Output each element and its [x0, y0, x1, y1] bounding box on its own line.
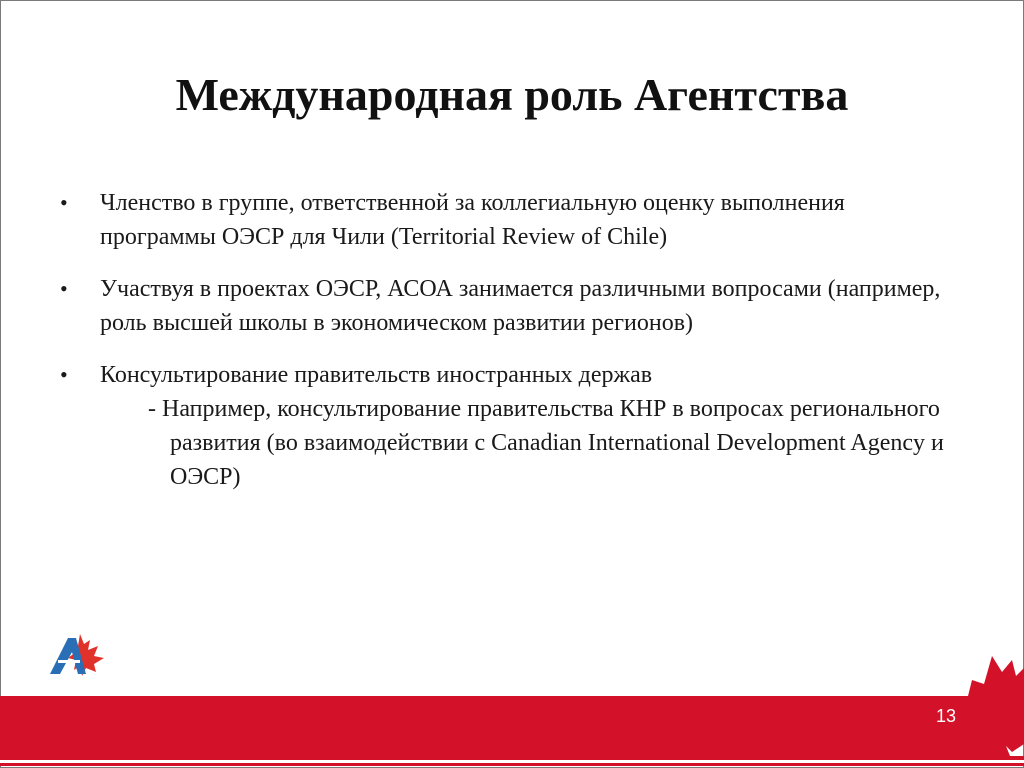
sub-bullet-text: - Например, консультирование правительства КНР в вопросах регионального развития (во взаимодействии с Canadian International Development Agency и ОЭСР): [148, 396, 944, 490]
bullet-text: Участвуя в проектах ОЭСР, АСОА занимается различными вопросами (например, роль высшей школы в экономическом развитии регионов): [100, 276, 941, 336]
bullet-item: [60, 358, 960, 392]
bullet-item: [60, 186, 960, 254]
bullet-marker: •: [60, 362, 68, 387]
bullet-list: [60, 186, 960, 494]
bullet-text: Консультирование правительств иностранных держав: [100, 362, 653, 388]
bullet-marker: •: [60, 276, 68, 301]
acoa-logo-icon: [46, 630, 110, 680]
slide-title: Международная роль Агентства: [175, 69, 849, 120]
bullet-marker: •: [60, 190, 68, 215]
footer-stripe: [0, 760, 1024, 763]
bullet-text: Членство в группе, ответственной за коллегиальную оценку выполнения программы ОЭСР для Чили (Territorial Review of Chile): [100, 190, 845, 250]
page-number: 13: [936, 706, 957, 726]
bullet-item: [60, 272, 960, 340]
footer-band-shape: [0, 696, 1024, 766]
